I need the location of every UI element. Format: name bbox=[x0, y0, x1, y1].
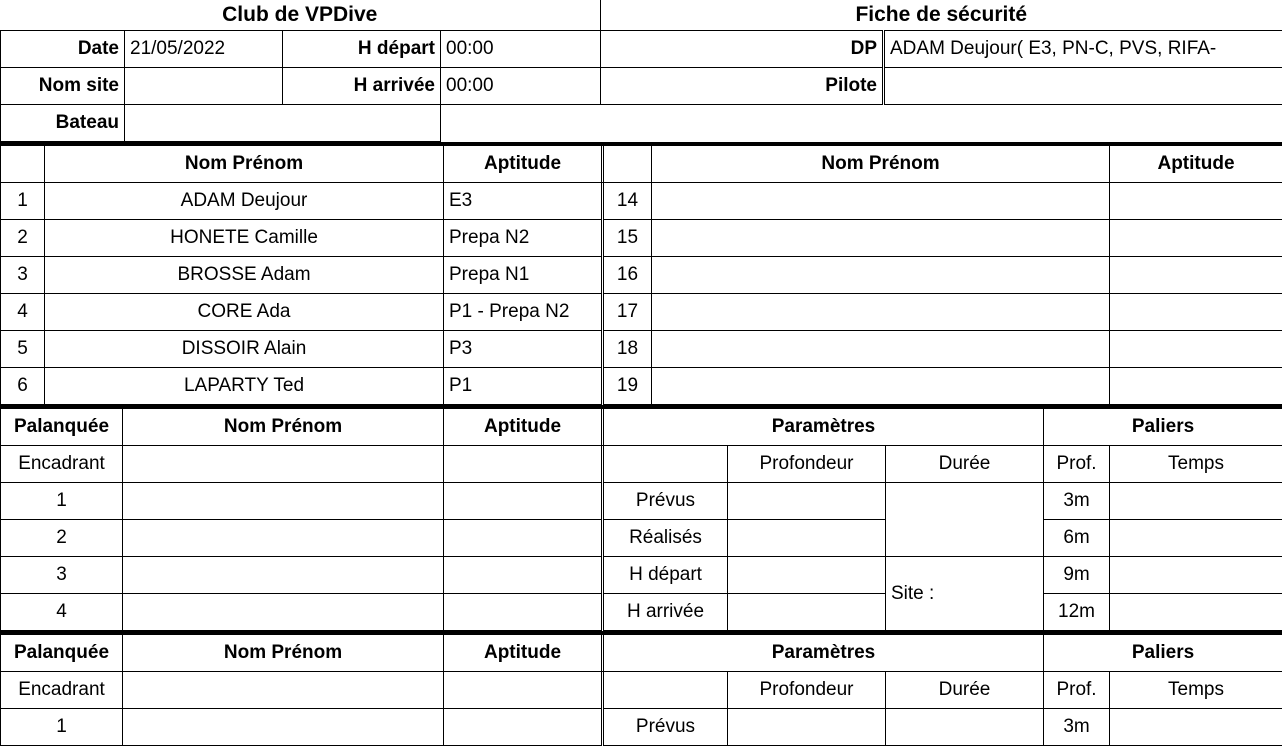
divers-left-name-header: Nom Prénom bbox=[45, 144, 444, 183]
diver-aptitude[interactable] bbox=[1110, 220, 1282, 257]
palanquee-subheader-row-2 bbox=[1, 672, 1282, 709]
diver-aptitude[interactable]: E3 bbox=[444, 183, 602, 220]
nom-site-value[interactable] bbox=[125, 68, 283, 105]
palier-prof: 3m bbox=[1044, 483, 1110, 520]
divers-table bbox=[0, 142, 1282, 405]
divers-left-aptitude-header: Aptitude bbox=[444, 144, 602, 183]
palier-temps-value[interactable] bbox=[1110, 557, 1282, 594]
diver-name[interactable] bbox=[652, 257, 1110, 294]
diver-index: 2 bbox=[1, 220, 45, 257]
pilote-value[interactable] bbox=[885, 68, 1282, 105]
diver-aptitude[interactable] bbox=[1110, 257, 1282, 294]
palanquee-label: Palanquée bbox=[1, 407, 123, 446]
palanquee-member-aptitude[interactable] bbox=[444, 520, 602, 557]
temps-header: Temps bbox=[1110, 672, 1282, 709]
palanquee-table-2 bbox=[0, 631, 1282, 746]
diver-name[interactable] bbox=[652, 183, 1110, 220]
duree-header: Durée bbox=[886, 446, 1044, 483]
diver-index: 14 bbox=[604, 183, 652, 220]
palier-prof: 12m bbox=[1044, 594, 1110, 631]
param-empty-cell bbox=[604, 672, 728, 709]
palanquee-name-header: Nom Prénom bbox=[123, 407, 444, 446]
palanquee-table-1 bbox=[0, 405, 1282, 631]
param-profondeur-value[interactable] bbox=[728, 483, 886, 520]
diver-index: 6 bbox=[1, 368, 45, 405]
palier-prof: 3m bbox=[1044, 709, 1110, 746]
bateau-label: Bateau bbox=[1, 105, 125, 142]
encadrant-label: Encadrant bbox=[1, 446, 123, 483]
table-row bbox=[1, 709, 1282, 746]
table-row bbox=[1, 257, 1282, 294]
encadrant-label: Encadrant bbox=[1, 672, 123, 709]
param-label: Prévus bbox=[604, 483, 728, 520]
header-fields-table bbox=[0, 30, 1282, 142]
h-depart-label: H départ bbox=[283, 31, 441, 68]
table-row bbox=[1, 220, 1282, 257]
h-arrivee-value[interactable]: 00:00 bbox=[441, 68, 601, 105]
palanquee-aptitude-header: Aptitude bbox=[444, 407, 602, 446]
diver-index: 17 bbox=[604, 294, 652, 331]
diver-name[interactable] bbox=[652, 294, 1110, 331]
diver-aptitude[interactable]: Prepa N1 bbox=[444, 257, 602, 294]
diver-index: 19 bbox=[604, 368, 652, 405]
palanquee-member-index: 4 bbox=[1, 594, 123, 631]
palanquee-member-aptitude[interactable] bbox=[444, 557, 602, 594]
parametres-header: Paramètres bbox=[604, 407, 1044, 446]
divers-header-row bbox=[1, 144, 1282, 183]
diver-aptitude[interactable]: P1 - Prepa N2 bbox=[444, 294, 602, 331]
palanquee-aptitude-header: Aptitude bbox=[444, 633, 602, 672]
table-row bbox=[1, 331, 1282, 368]
diver-index: 15 bbox=[604, 220, 652, 257]
palanquee-member-aptitude[interactable] bbox=[444, 594, 602, 631]
duree-header: Durée bbox=[886, 672, 1044, 709]
palanquee-member-index: 1 bbox=[1, 709, 123, 746]
diver-aptitude[interactable] bbox=[1110, 183, 1282, 220]
diver-index: 1 bbox=[1, 183, 45, 220]
header-empty-area bbox=[441, 105, 1282, 142]
club-title: Club de VPDive bbox=[0, 0, 600, 30]
table-row bbox=[1, 294, 1282, 331]
palanquee-header-row-2 bbox=[1, 633, 1282, 672]
table-row bbox=[1, 368, 1282, 405]
profondeur-header: Profondeur bbox=[728, 672, 886, 709]
table-row bbox=[1, 557, 1282, 594]
paliers-header: Paliers bbox=[1044, 407, 1282, 446]
palanquee-member-name[interactable] bbox=[123, 709, 444, 746]
table-row bbox=[1, 594, 1282, 631]
palanquee-label: Palanquée bbox=[1, 633, 123, 672]
divers-right-name-header: Nom Prénom bbox=[652, 144, 1110, 183]
diver-name[interactable]: CORE Ada bbox=[45, 294, 444, 331]
palier-temps-value[interactable] bbox=[1110, 483, 1282, 520]
palanquee-name-header: Nom Prénom bbox=[123, 633, 444, 672]
palanquee-subheader-row-1 bbox=[1, 446, 1282, 483]
divers-left-index-header bbox=[1, 144, 45, 183]
palanquee-member-index: 3 bbox=[1, 557, 123, 594]
diver-index: 18 bbox=[604, 331, 652, 368]
palanquee-member-index: 2 bbox=[1, 520, 123, 557]
param-profondeur-value[interactable] bbox=[728, 709, 886, 746]
parametres-header: Paramètres bbox=[604, 633, 1044, 672]
param-label: Prévus bbox=[604, 709, 728, 746]
param-profondeur-value[interactable] bbox=[728, 520, 886, 557]
paliers-header: Paliers bbox=[1044, 633, 1282, 672]
date-label: Date bbox=[1, 31, 125, 68]
encadrant-aptitude[interactable] bbox=[444, 446, 602, 483]
palier-temps-value[interactable] bbox=[1110, 520, 1282, 557]
title-row bbox=[0, 0, 1282, 30]
sheet-title: Fiche de sécurité bbox=[600, 0, 1282, 30]
palanquee-member-name[interactable] bbox=[123, 594, 444, 631]
diver-index: 16 bbox=[604, 257, 652, 294]
date-value[interactable]: 21/05/2022 bbox=[125, 31, 283, 68]
profondeur-header: Profondeur bbox=[728, 446, 886, 483]
param-label: Réalisés bbox=[604, 520, 728, 557]
diver-index: 5 bbox=[1, 331, 45, 368]
prof-header: Prof. bbox=[1044, 446, 1110, 483]
diver-name[interactable] bbox=[652, 368, 1110, 405]
title-table bbox=[0, 0, 1282, 30]
diver-name[interactable]: ADAM Deujour bbox=[45, 183, 444, 220]
table-row bbox=[1, 520, 1282, 557]
h-depart-value[interactable]: 00:00 bbox=[441, 31, 601, 68]
site-label: Site : bbox=[886, 557, 1044, 631]
diver-name[interactable]: DISSOIR Alain bbox=[45, 331, 444, 368]
header-row-bateau bbox=[1, 105, 1282, 142]
diver-aptitude[interactable]: P3 bbox=[444, 331, 602, 368]
diver-name[interactable]: HONETE Camille bbox=[45, 220, 444, 257]
palanquee-member-name[interactable] bbox=[123, 520, 444, 557]
temps-header: Temps bbox=[1110, 446, 1282, 483]
prof-header: Prof. bbox=[1044, 672, 1110, 709]
diver-aptitude[interactable]: P1 bbox=[444, 368, 602, 405]
diver-aptitude[interactable] bbox=[1110, 368, 1282, 405]
diver-name[interactable]: LAPARTY Ted bbox=[45, 368, 444, 405]
encadrant-name[interactable] bbox=[123, 672, 444, 709]
diver-name[interactable] bbox=[652, 331, 1110, 368]
palanquee-member-aptitude[interactable] bbox=[444, 483, 602, 520]
divers-right-index-header bbox=[604, 144, 652, 183]
nom-site-label: Nom site bbox=[1, 68, 125, 105]
diver-index: 3 bbox=[1, 257, 45, 294]
param-profondeur-value[interactable] bbox=[728, 594, 886, 631]
table-row bbox=[1, 483, 1282, 520]
diver-aptitude[interactable] bbox=[1110, 294, 1282, 331]
palier-temps-value[interactable] bbox=[1110, 594, 1282, 631]
diver-name[interactable]: BROSSE Adam bbox=[45, 257, 444, 294]
palanquee-member-name[interactable] bbox=[123, 483, 444, 520]
dp-label: DP bbox=[601, 31, 883, 68]
palanquee-member-index: 1 bbox=[1, 483, 123, 520]
bateau-value[interactable] bbox=[125, 105, 441, 142]
palanquee-header-row-1 bbox=[1, 407, 1282, 446]
diver-index: 4 bbox=[1, 294, 45, 331]
param-duree-value[interactable] bbox=[886, 709, 1044, 746]
dp-value[interactable]: ADAM Deujour( E3, PN-C, PVS, RIFA- bbox=[885, 31, 1282, 68]
header-row-site bbox=[1, 68, 1282, 105]
diver-aptitude[interactable] bbox=[1110, 331, 1282, 368]
table-row bbox=[1, 183, 1282, 220]
param-empty-cell bbox=[604, 446, 728, 483]
h-arrivee-label: H arrivée bbox=[283, 68, 441, 105]
encadrant-aptitude[interactable] bbox=[444, 672, 602, 709]
palier-temps-value[interactable] bbox=[1110, 709, 1282, 746]
pilote-label: Pilote bbox=[601, 68, 883, 105]
header-row-date bbox=[1, 31, 1282, 68]
param-profondeur-value[interactable] bbox=[728, 557, 886, 594]
param-duree-value[interactable] bbox=[886, 483, 1044, 557]
diver-aptitude[interactable]: Prepa N2 bbox=[444, 220, 602, 257]
palanquee-member-name[interactable] bbox=[123, 557, 444, 594]
palier-prof: 9m bbox=[1044, 557, 1110, 594]
palier-prof: 6m bbox=[1044, 520, 1110, 557]
palanquee-member-aptitude[interactable] bbox=[444, 709, 602, 746]
param-label: H arrivée bbox=[604, 594, 728, 631]
encadrant-name[interactable] bbox=[123, 446, 444, 483]
param-label: H départ bbox=[604, 557, 728, 594]
divers-right-aptitude-header: Aptitude bbox=[1110, 144, 1282, 183]
diver-name[interactable] bbox=[652, 220, 1110, 257]
